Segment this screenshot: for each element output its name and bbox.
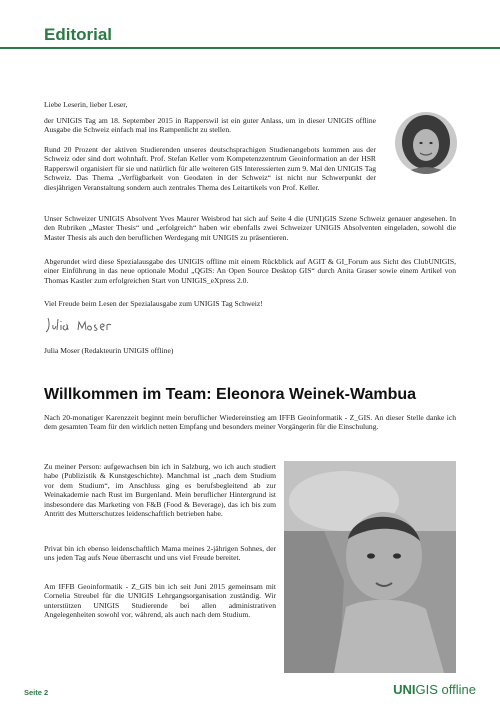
editorial-paragraph-3: Unser Schweizer UNIGIS Absolvent Yves Maurer Weisbrod hat sich auf Seite 4 die (UNI)GIS Szene Schweiz genauer angesehen. In den Rubriken „Master Thesis“ und „erfolgreich“ haben wir ebenfalls zwei Schweizer UNIGIS Absolventen eingeladen, sowohl die Master Thesis als auch den beruflichen Werdegang mit UNIGIS zu präsentieren. [44, 214, 456, 242]
article-title: Willkommen im Team: Eleonora Weinek-Wambua [44, 386, 417, 403]
salutation: Liebe Leserin, lieber Leser, [44, 100, 128, 109]
editorial-paragraph-5: Viel Freude beim Lesen der Spezialausgabe zum UNIGIS Tag Schweiz! [44, 299, 263, 308]
header-divider [0, 47, 500, 49]
page-header [0, 22, 500, 52]
unigis-offline-logo: UNIGIS offline [393, 682, 476, 697]
editorial-paragraph-4: Abgerundet wird diese Spezialausgabe des UNIGIS offline mit einem Rückblick auf AGIT & GI_Forum aus Sicht des ClubUNIGIS, einer Einführung in das neue optionale Modul „QGIS: An Open Source Desktop GIS“ durch Anita Graser sowie einem Artikel von Thomas Kastler zum erfolgreichen Start von UNIGIS_eXpress 2.0. [44, 257, 456, 285]
article-paragraph-3: Am IFFB Geoinformatik - Z_GIS bin ich seit Juni 2015 gemeinsam mit Cornelia Streubel für die UNIGIS Lehrgangsorganisation zuständig. Wir unterstützen UNIGIS Studierende bei allen administrativen Angelegenheiten sowohl vor, während, als auch nach dem Studium. [44, 582, 276, 620]
editorial-paragraph-2: Rund 20 Prozent der aktiven Studierenden unseres deutschsprachigen Studienangebots kommen aus der Schweiz oder sind dort wohnhaft. Prof. Stefan Keller vom Kompetenzzentrum Geoinformation an der HSR Rapperswil organisiert für sie und natürlich für alle weiteren GIS Interessierten zum 9. Mal den UNIGIS Tag Schweiz. Das Thema „Verfügbarkeit von Geodaten in der Schweiz“ ist nicht nur Schwerpunkt der diesjährigen Veranstaltung sondern auch zentrales Thema des Leitartikels von Prof. Keller. [44, 145, 376, 192]
page-number: Seite 2 [24, 688, 49, 697]
handwritten-signature [44, 314, 114, 341]
article-photo [284, 461, 456, 673]
article-paragraph-2: Privat bin ich ebenso leidenschaftlich Mama meines 2-jährigen Sohnes, der uns jeden Tag aufs Neue überrascht und uns viel Freude bereitet. [44, 544, 276, 563]
section-title: Editorial [44, 25, 113, 44]
editorial-paragraph-1: der UNIGIS Tag am 18. September 2015 in Rapperswil ist ein guter Anlass, um in dieser UNIGIS offline Ausgabe die Schweiz einfach mal ins Rampenlicht zu stellen. [44, 116, 376, 135]
article-paragraph-1: Zu meiner Person: aufgewachsen bin ich in Salzburg, wo ich auch studiert habe (Publizistik & Kunstgeschichte). Manchmal ist „nach dem Studium vor dem Studium“, im Anschluss ging es berufsbegleitend ab zur Weinakademie nach Rust im Burgenland. Mein beruflicher Hintergrund ist insbesondere das Marketing von F&B (Food & Beverage), das ich bis zum Antritt des Mutterschutzes leidenschaftlich betrieben habe. [44, 462, 276, 519]
editorial-author: Julia Moser (Redakteurin UNIGIS offline) [44, 346, 174, 355]
author-portrait [395, 112, 457, 174]
article-intro: Nach 20-monatiger Karenzzeit beginnt mein beruflicher Wiedereinstieg am IFFB Geoinformatik - Z_GIS. An dieser Stelle danke ich dem gesamten Team für den wirklich netten Empfang und besonders meiner Vorgängerin für die Einschulung. [44, 413, 456, 432]
